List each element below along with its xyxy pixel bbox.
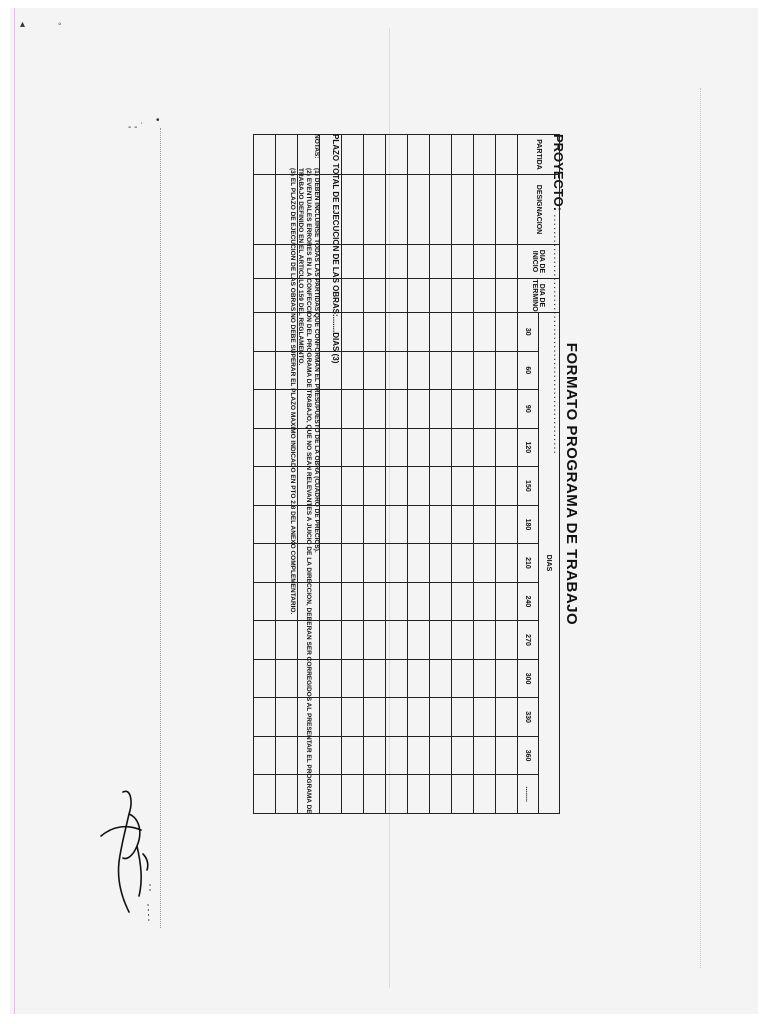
table-cell [386,313,408,352]
table-cell [408,313,430,352]
table-cell [342,698,364,737]
table-cell [364,659,386,698]
col-header-partida: PARTIDA [518,135,560,175]
table-cell [364,621,386,660]
table-cell [496,245,518,279]
table-cell [254,428,276,467]
note-1: (1) DEBEN INCLUIRSE TODAS LAS PARTIDAS QUE CONFORMAN EL PRESUPUESTO DE LA OBRA (CUADRO DE PRECIOS). [313,168,320,553]
notes-block [288,134,320,824]
table-cell [452,351,474,390]
table-cell [342,621,364,660]
day-column-header: 90 [518,390,539,429]
table-cell [320,582,342,621]
table-cell [342,659,364,698]
table-cell [452,582,474,621]
table-cell [408,351,430,390]
table-cell [452,659,474,698]
table-cell [342,279,364,313]
table-cell [342,351,364,390]
scan-speck: • [156,115,160,126]
table-cell [386,505,408,544]
table-cell [364,428,386,467]
table-cell [254,505,276,544]
table-cell [496,390,518,429]
table-cell [496,698,518,737]
day-column-header: 240 [518,582,539,621]
table-cell [254,582,276,621]
day-column-header: 150 [518,467,539,506]
table-cell [364,467,386,506]
table-cell [430,775,452,814]
col-header-dias: DIAS [539,313,560,814]
table-cell [364,775,386,814]
scan-speck: - - ˙ [128,122,144,133]
table-cell [342,467,364,506]
table-cell [430,698,452,737]
table-cell [364,175,386,245]
table-cell [496,175,518,245]
note-row [296,134,312,824]
table-row [386,135,408,814]
table-cell [474,544,496,583]
table-cell [254,467,276,506]
table-cell [320,736,342,775]
scan-artifact-line [700,88,701,968]
table-row [474,135,496,814]
table-cell [364,313,386,352]
table-cell [254,351,276,390]
handwritten-signature [93,784,163,934]
table-cell [496,505,518,544]
table-cell [452,175,474,245]
table-cell [430,505,452,544]
col-header-termino: DIA DE TERMINO [518,279,560,313]
table-cell [496,279,518,313]
table-cell [430,659,452,698]
table-row [408,135,430,814]
table-cell [452,428,474,467]
table-cell [474,698,496,737]
table-cell [474,428,496,467]
table-cell [452,467,474,506]
table-cell [364,505,386,544]
day-column-header: 120 [518,428,539,467]
day-column-header: 300 [518,659,539,698]
table-cell [452,775,474,814]
table-row [430,135,452,814]
table-cell [254,621,276,660]
table-cell [496,621,518,660]
table-cell [452,245,474,279]
table-cell [386,428,408,467]
table-cell [342,582,364,621]
project-label: PROYECTO: [551,134,566,212]
note-2: (2) EVENTUALES ERRORES EN LA CONFECCION DEL PROGRAMA DE TRABAJO, QUE NO SEAN RELEVANTES A JUICIO DE LA DIRECCION, DEBERAN SER CORREGIDOS AL PRESENTAR EL PROGRAMA DE TRABAJO DEFINIDO EN EL ARTICULO 159 DEL REGLAMENTO. [297,168,312,814]
table-cell [408,582,430,621]
table-cell [342,313,364,352]
table-cell [408,698,430,737]
left-page-edge [14,8,15,1014]
table-cell [386,659,408,698]
table-cell [254,698,276,737]
table-cell [364,544,386,583]
table-cell [254,775,276,814]
col-header-inicio: DIA DE INICIO [518,245,560,279]
table-cell [474,313,496,352]
table-cell [474,135,496,175]
table-cell [496,351,518,390]
table-cell [430,582,452,621]
day-column-header: 210 [518,544,539,583]
total-execution-time: PLAZO TOTAL DE EJECUCION DE LAS OBRAS:.......DIAS (3) [331,134,340,364]
table-cell [386,351,408,390]
note-3: (3) EL PLAZO DE EJECUCION DE LAS OBRAS NO DEBE SUPERAR EL PLAZO MAXIMO INDICADO EN PTO 2.8 DEL ANEXO COMPLEMENTARIO. [289,168,296,615]
table-row [342,135,364,814]
table-cell [408,428,430,467]
table-cell [342,544,364,583]
table-cell [364,135,386,175]
table-cell [254,135,276,175]
page-title: FORMATO PROGRAMA DE TRABAJO [563,342,580,626]
table-cell [342,428,364,467]
table-cell [474,351,496,390]
table-row [496,135,518,814]
table-cell [408,175,430,245]
table-cell [474,775,496,814]
table-cell [386,390,408,429]
table-cell [254,736,276,775]
table-cell [452,279,474,313]
table-cell [364,582,386,621]
table-cell [408,736,430,775]
table-cell [364,698,386,737]
table-cell [364,736,386,775]
table-cell [342,175,364,245]
table-cell [408,505,430,544]
table-cell [430,544,452,583]
project-blank: ......................................................... [552,214,561,456]
table-cell [386,736,408,775]
table-cell [386,175,408,245]
day-column-header: 60 [518,351,539,390]
col-header-designacion: DESIGNACION [518,175,560,245]
table-row [364,135,386,814]
table-cell [254,279,276,313]
table-cell [254,659,276,698]
table-cell [496,313,518,352]
table-cell [386,467,408,506]
table-cell [342,775,364,814]
table-cell [452,135,474,175]
table-cell [452,544,474,583]
table-cell [496,467,518,506]
table-cell [320,467,342,506]
table-cell [452,621,474,660]
table-cell [452,505,474,544]
table-cell [342,245,364,279]
table-cell [496,736,518,775]
table-cell [474,659,496,698]
table-cell [364,279,386,313]
table-cell [474,621,496,660]
table-row [452,135,474,814]
table-cell [408,621,430,660]
table-cell [320,544,342,583]
table-cell [496,582,518,621]
table-cell [430,175,452,245]
table-cell [452,390,474,429]
table-cell [430,313,452,352]
table-cell [474,736,496,775]
table-cell [474,467,496,506]
table-cell [386,621,408,660]
table-row [254,135,276,814]
table-cell [364,245,386,279]
table-cell [408,245,430,279]
table-cell [408,775,430,814]
table-cell [430,428,452,467]
table-cell [496,775,518,814]
work-schedule-table [350,134,560,814]
table-cell [386,582,408,621]
table-cell [474,390,496,429]
table-cell [386,279,408,313]
table-cell [474,279,496,313]
day-column-header: 30 [518,313,539,352]
table-cell [320,698,342,737]
table-cell [254,390,276,429]
table-cell [430,736,452,775]
table-cell [364,351,386,390]
table-cell [320,775,342,814]
table-cell [474,175,496,245]
table-cell [342,135,364,175]
table-cell [430,135,452,175]
table-cell [408,390,430,429]
table-cell [474,245,496,279]
table-cell [452,698,474,737]
table-cell [320,428,342,467]
day-column-header: 180 [518,505,539,544]
table-cell [496,428,518,467]
table-cell [254,245,276,279]
table-cell [474,582,496,621]
note-row [288,134,296,824]
table-cell [408,544,430,583]
table-cell [342,505,364,544]
table-cell [320,621,342,660]
table-cell [320,659,342,698]
table-cell [496,544,518,583]
table-cell [452,736,474,775]
notes-label: NOTAS: [313,134,320,159]
table-cell [386,135,408,175]
table-cell [430,245,452,279]
table-cell [496,659,518,698]
scan-speck: ◦ [58,19,62,30]
table-cell [408,135,430,175]
table-cell [320,505,342,544]
table-cell [386,245,408,279]
table-cell [408,467,430,506]
table-cell [452,313,474,352]
table-cell [430,621,452,660]
day-column-header: 270 [518,621,539,660]
table-cell [386,544,408,583]
table-cell [408,659,430,698]
table-cell [496,135,518,175]
table-cell [430,467,452,506]
table-cell [342,390,364,429]
note-row [312,134,320,824]
table-cell [474,505,496,544]
table-cell [342,736,364,775]
table-cell [408,279,430,313]
table-cell [386,775,408,814]
table-cell [386,698,408,737]
table-cell [254,175,276,245]
table-cell [364,390,386,429]
rotated-form [220,134,580,834]
day-column-header: 360 [518,736,539,775]
table-cell [254,544,276,583]
table-cell [430,351,452,390]
table-cell [320,390,342,429]
table-cell [430,279,452,313]
day-column-header: 330 [518,698,539,737]
table-cell [254,313,276,352]
table-cell [430,390,452,429]
day-column-header: ........ [518,775,539,814]
scan-speck: ▴ [20,19,26,30]
